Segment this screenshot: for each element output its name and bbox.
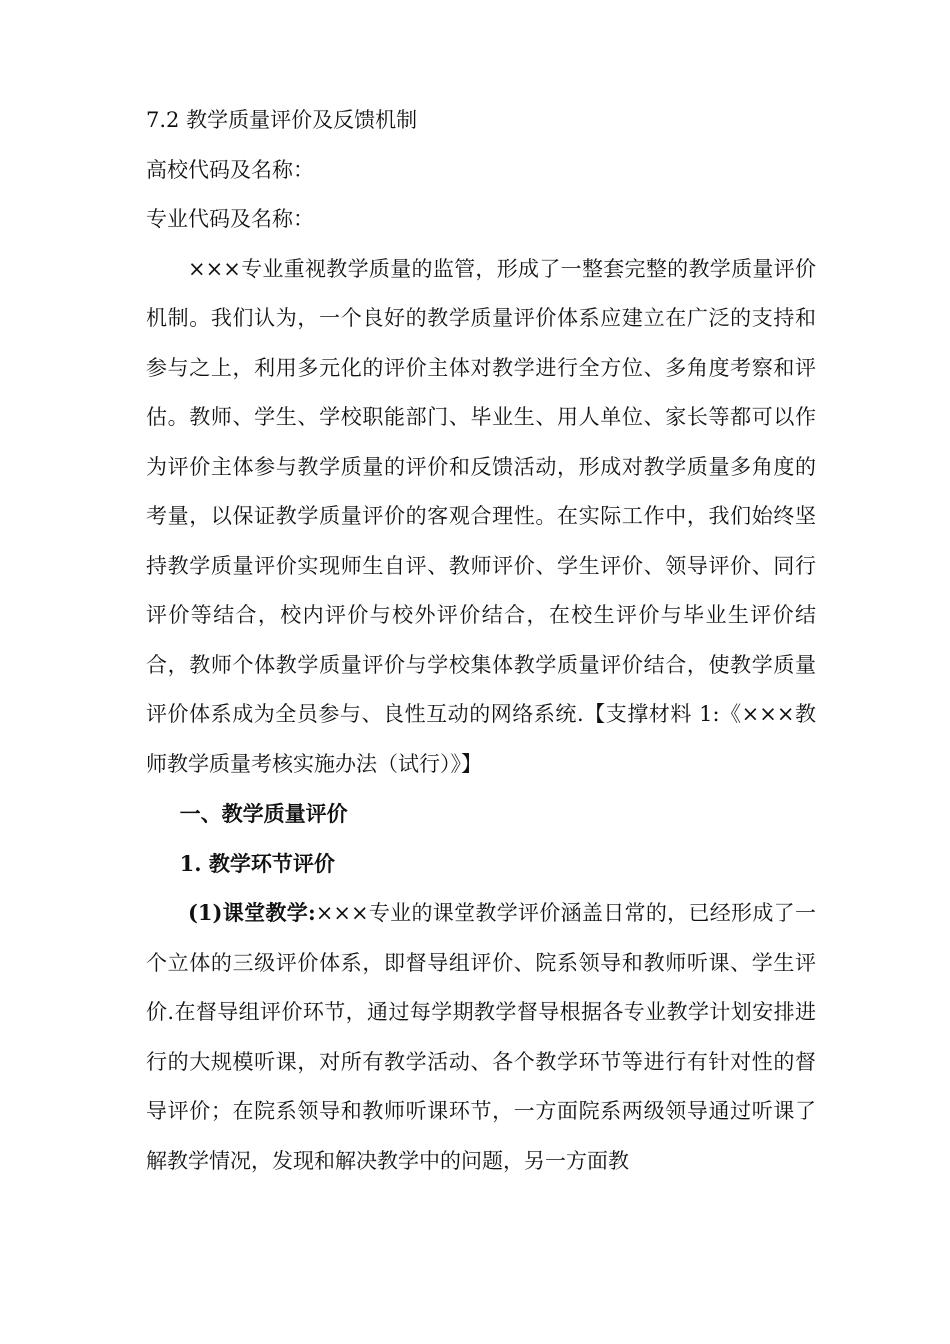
- document-body: [146, 96, 816, 1186]
- heading-teaching-quality-evaluation: 一、教学质量评价: [179, 801, 348, 826]
- section-title: 7.2 教学质量评价及反馈机制: [146, 108, 418, 132]
- classroom-paragraph: [146, 888, 816, 1186]
- classroom-text: ×××专业的课堂教学评价涵盖日常的，已经形成了一个立体的三级评价体系，即督导组评价、院系领导和教师听课、学生评价.在督导组评价环节，通过每学期教学督导根据各专业教学计划安排进行的大规模听课，对所有教学活动、各个教学环节等进行有针对性的督导评价；在院系领导和教师听课环节，一方面院系两级领导通过听课了解教学情况，发现和解决教学中的问题，另一方面教: [146, 901, 816, 1173]
- classroom-label: (1)课堂教学:: [188, 900, 316, 925]
- intro-paragraph: ×××专业重视教学质量的监管，形成了一整套完整的教学质量评价机制。我们认为，一个良好的教学质量评价体系应建立在广泛的支持和参与之上，利用多元化的评价主体对教学进行全方位、多角度考察和评估。教师、学生、学校职能部门、毕业生、用人单位、家长等都可以作为评价主体参与教学质量的评价和反馈活动，形成对教学质量多角度的考量，以保证教学质量评价的客观合理性。在实际工作中，我们始终坚持教学质量评价实现师生自评、教师评价、学生评价、领导评价、同行评价等结合，校内评价与校外评价结合，在校生评价与毕业生评价结合，教师个体教学质量评价与学校集体教学质量评价结合，使教学质量评价体系成为全员参与、良性互动的网络系统.【支撑材料 1:《×××教师教学质量考核实施办法（试行）》】: [146, 256, 816, 776]
- major-code-field: 专业代码及名称：: [146, 207, 314, 231]
- heading-teaching-link-evaluation: 1. 教学环节评价: [179, 850, 335, 876]
- school-code-field: 高校代码及名称：: [146, 157, 314, 182]
